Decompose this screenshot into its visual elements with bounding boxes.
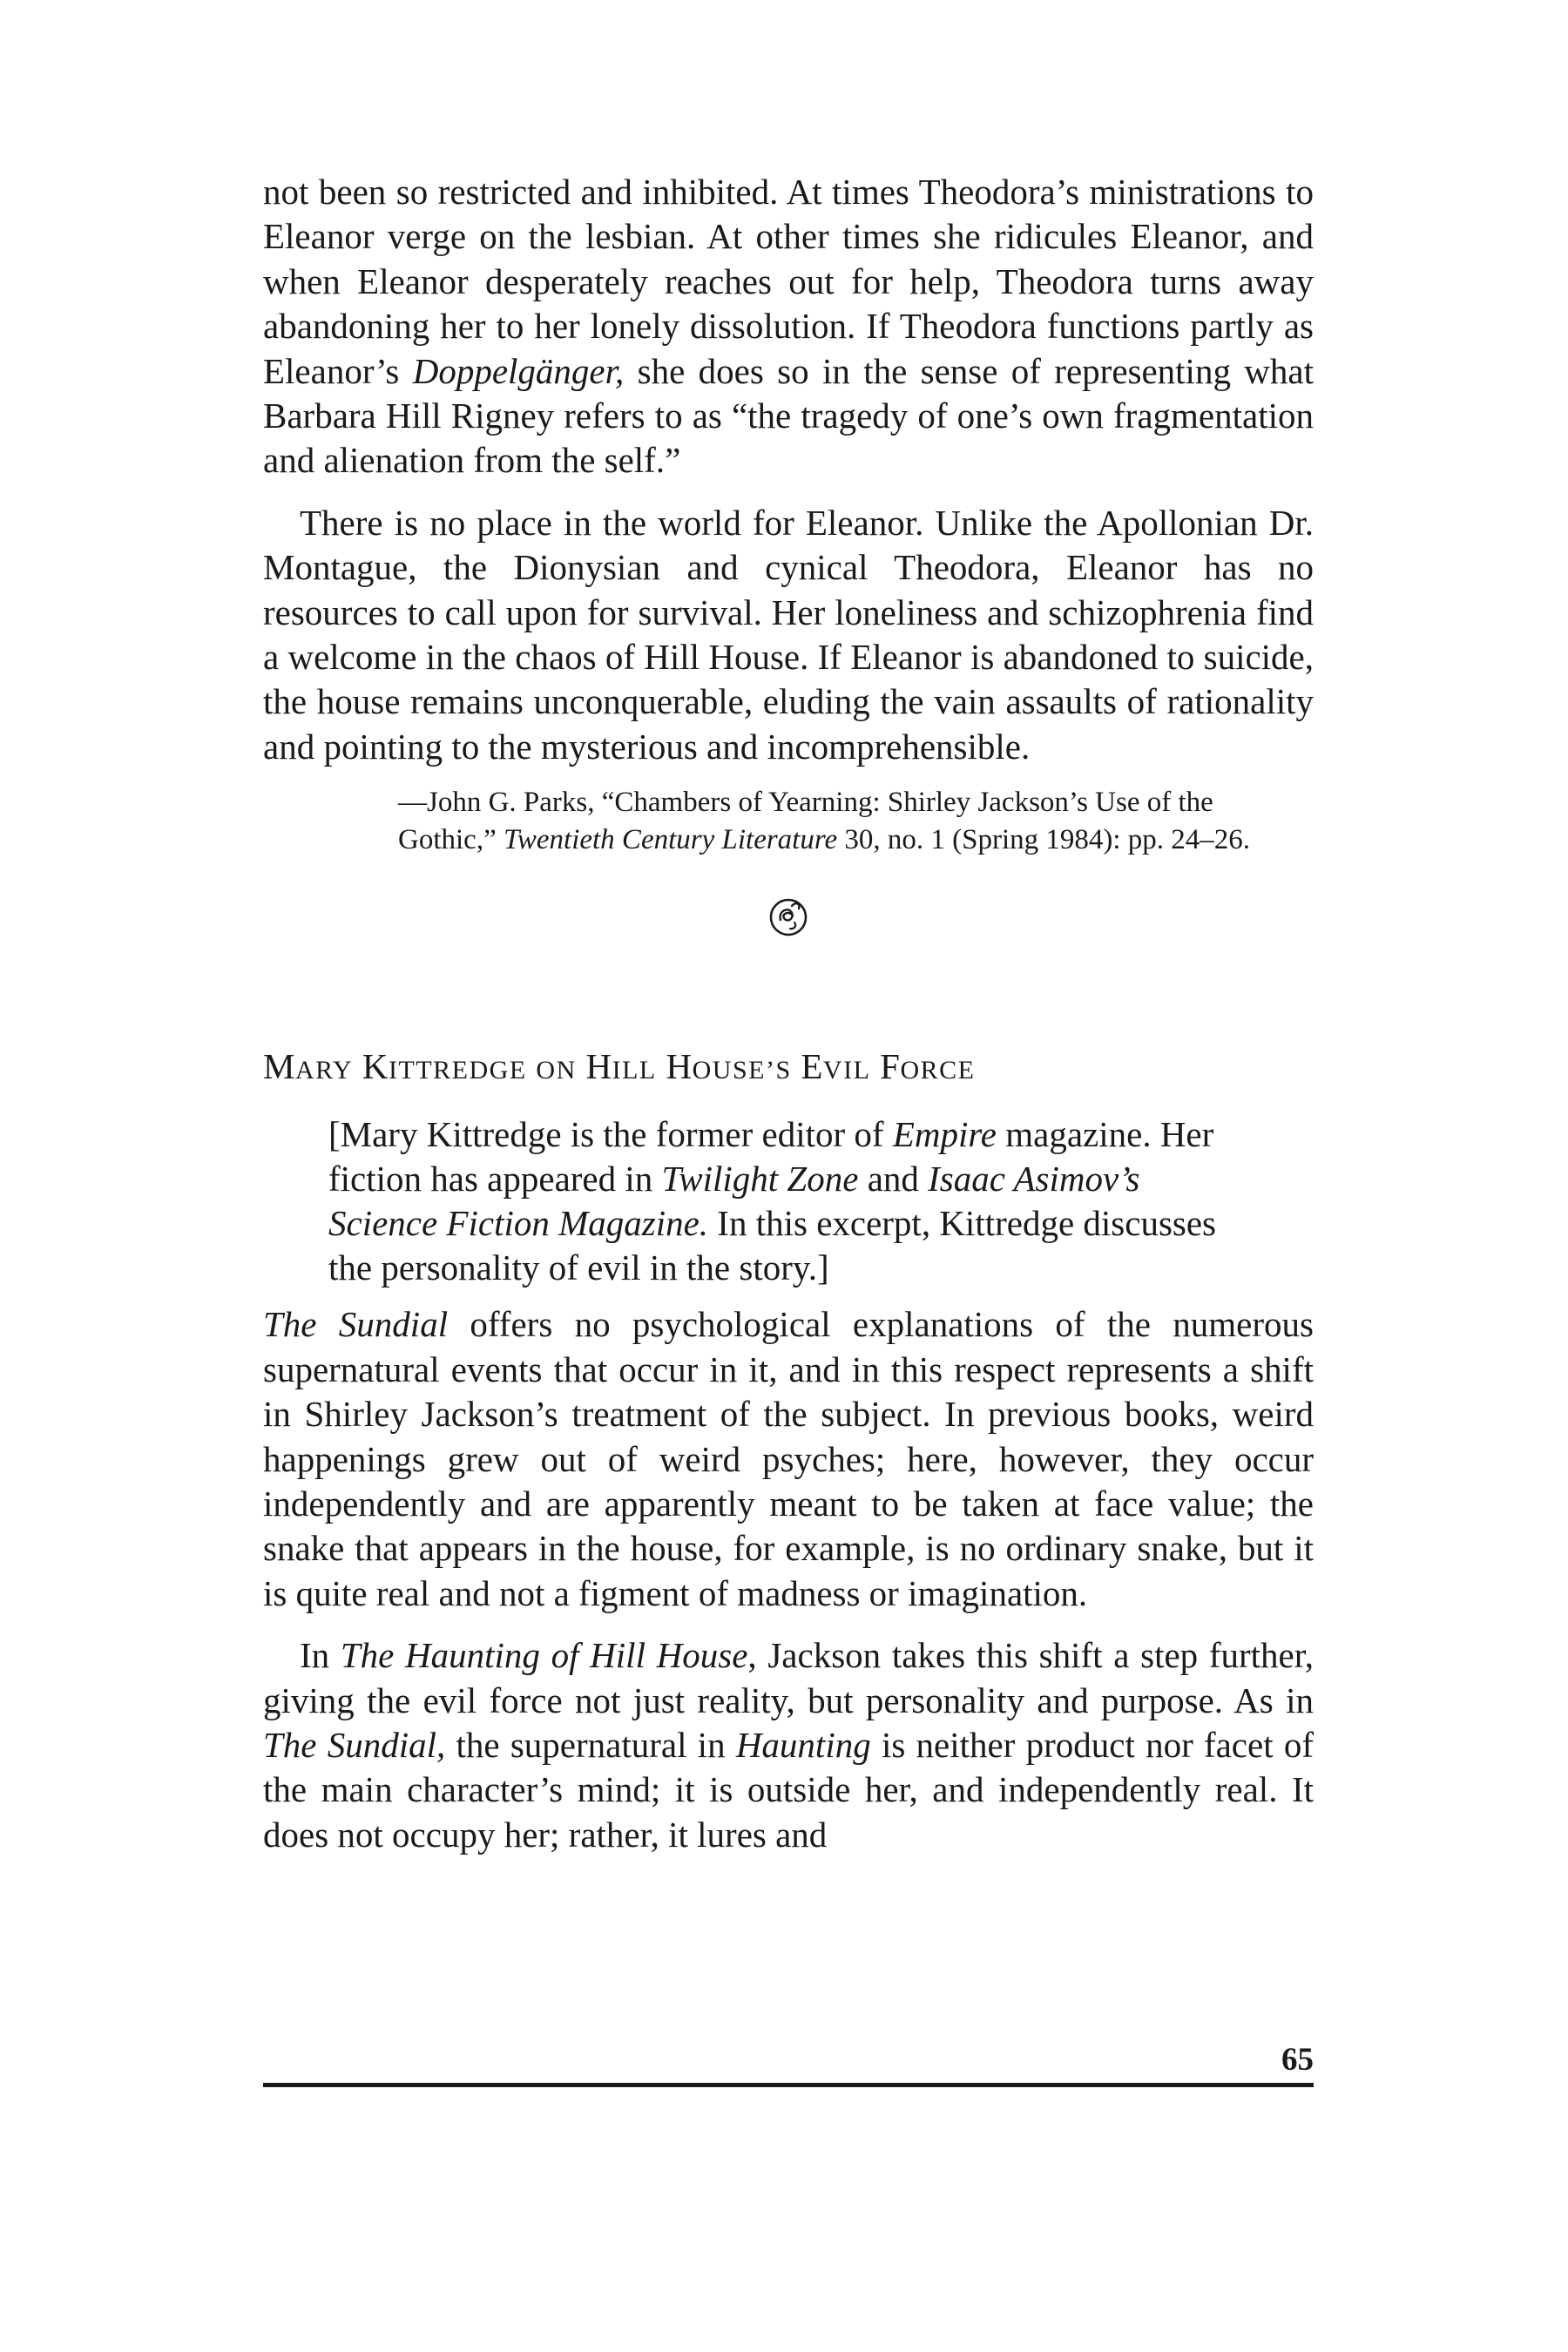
paragraph: There is no place in the world for Eleanor. Unlike the Apollonian Dr. Montague, the Dionysian and cynical Theodora, Eleanor has no resources to call upon for survival. Her loneliness and schizophrenia find a welcome in the chaos of Hill House. If Eleanor is abandoned to suicide, the house remains unconquerable, eluding the vain assaults of rationality and pointing to the mysterious and incomprehensible. (263, 502, 1314, 767)
editor-intro-note: [Mary Kittredge is the former editor of Empire magazine. Her fiction has appeared in Twilight Zone and Isaac Asimov’s Science Fiction Magazine. In this excerpt, Kittredge discusses the personality of evil in the story.] (328, 1114, 1217, 1288)
section-heading: MARY KITTREDGE ON HILL HOUSE’S EVIL FORCE (263, 1046, 976, 1087)
page-footer (263, 2043, 1314, 2087)
paragraph: In The Haunting of Hill House, Jackson takes this shift a step further, giving the evil force not just reality, but personality and purpose. As in The Sundial, the supernatural in Haunting is neither product nor facet of the main character’s mind; it is outside her, and independently real. It does not occupy her; rather, it lures and (263, 1635, 1315, 1855)
page-text-block (263, 170, 1314, 1857)
section-ornament-icon (766, 894, 811, 939)
page-number: 65 (1281, 2042, 1314, 2078)
journal-title: Twentieth Century Literature (503, 824, 838, 856)
italic-term: Doppelgänger, (412, 350, 625, 391)
citation: —John G. Parks, “Chambers of Yearning: Shirley Jackson’s Use of the Gothic,” Twentieth Century Literature 30, no. 1 (Spring 1984): pp. 24–26. (398, 787, 1251, 856)
footer-rule (263, 2083, 1314, 2087)
paragraph-continued: not been so restricted and inhibited. At times Theodora’s ministrations to Eleanor verge on the lesbian. At other times she ridicules Eleanor, and when Eleanor desperately reaches out for help, Theodora turns away abandoning her to her lonely dissolution. If Theodora functions partly as Eleanor’s Doppelgänger, she does so in the sense of representing what Barbara Hill Rigney refers to as “the tragedy of one’s own fragmentation and alienation from the self.” (263, 172, 1314, 481)
paragraph: The Sundial offers no psychological explanations of the numerous supernatural events that occur in it, and in this respect represents a shift in Shirley Jackson’s treatment of the subject. In previous books, weird happenings grew out of weird psyches; here, however, they occur independently and are apparently meant to be taken at face value; the snake that appears in the house, for example, is no ordinary snake, but it is quite real and not a figment of madness or imagination. (263, 1304, 1314, 1613)
